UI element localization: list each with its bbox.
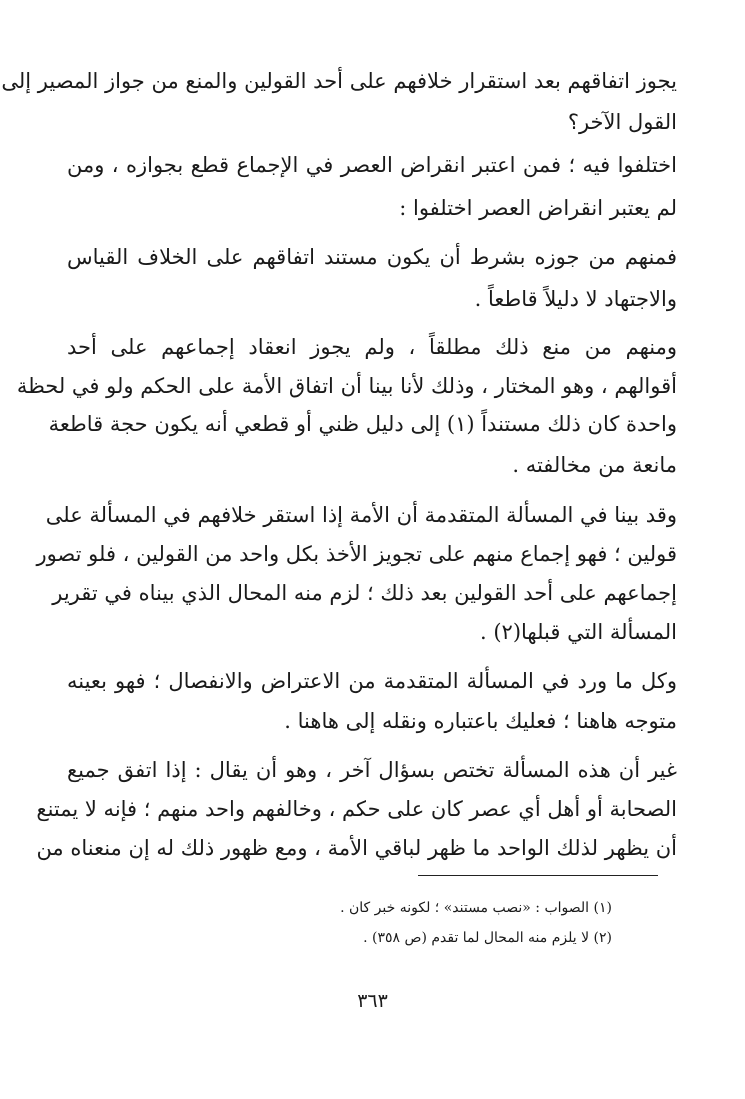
body-line: القول الآخر؟	[567, 110, 677, 134]
body-line: وكل ما ورد في المسألة المتقدمة من الاعتراض والانفصال ؛ فهو بعينه	[67, 669, 677, 693]
body-line: يجوز اتفاقهم بعد استقرار خلافهم على أحد القولين والمنع من جواز المصير إلى	[1, 69, 677, 93]
body-line: لم يعتبر انقراض العصر اختلفوا :	[399, 196, 677, 220]
body-line: إجماعهم على أحد القولين بعد ذلك ؛ لزم منه المحال الذي بيناه في تقرير	[52, 581, 677, 605]
body-line: فمنهم من جوزه بشرط أن يكون مستند اتفاقهم على الخلاف القياس	[67, 245, 677, 269]
body-line: مانعة من مخالفته .	[512, 453, 677, 477]
page-number: ٣٦٣	[357, 990, 388, 1012]
body-line: والاجتهاد لا دليلاً قاطعاً .	[474, 287, 677, 311]
body-line: اختلفوا فيه ؛ فمن اعتبر انقراض العصر في الإجماع قطع بجوازه ، ومن	[67, 153, 677, 177]
footnote: (١) الصواب : «نصب مستند» ؛ لكونه خبر كان .	[340, 900, 612, 916]
body-line: واحدة كان ذلك مستنداً (١) إلى دليل ظني أو قطعي أنه يكون حجة قاطعة	[48, 412, 677, 436]
body-line: وقد بينا في المسألة المتقدمة أن الأمة إذا استقر خلافهم في المسألة على	[45, 503, 677, 527]
body-line: أقوالهم ، وهو المختار ، وذلك لأنا بينا أن اتفاق الأمة على الحكم ولو في لحظة	[16, 374, 677, 398]
footnote-separator	[418, 875, 658, 876]
body-line: المسألة التي قبلها(٢) .	[479, 620, 677, 644]
body-line: الصحابة أو أهل أي عصر كان على حكم ، وخالفهم واحد منهم ؛ فإنه لا يمتنع	[36, 797, 677, 821]
body-line: أن يظهر لذلك الواحد ما ظهر لباقي الأمة ، ومع ظهور ذلك له إن منعناه من	[36, 836, 677, 860]
body-line: غير أن هذه المسألة تختص بسؤال آخر ، وهو أن يقال : إذا اتفق جميع	[67, 758, 677, 782]
body-line: ومنهم من منع ذلك مطلقاً ، ولم يجوز انعقاد إجماعهم على أحد	[67, 335, 677, 359]
footnote: (٢) لا يلزم منه المحال لما تقدم (ص ٣٥٨) .	[363, 930, 612, 946]
body-line: متوجه هاهنا ؛ فعليك باعتباره ونقله إلى هاهنا .	[284, 709, 677, 733]
body-line: قولين ؛ فهو إجماع منهم على تجويز الأخذ بكل واحد من القولين ، فلو تصور	[36, 542, 677, 566]
